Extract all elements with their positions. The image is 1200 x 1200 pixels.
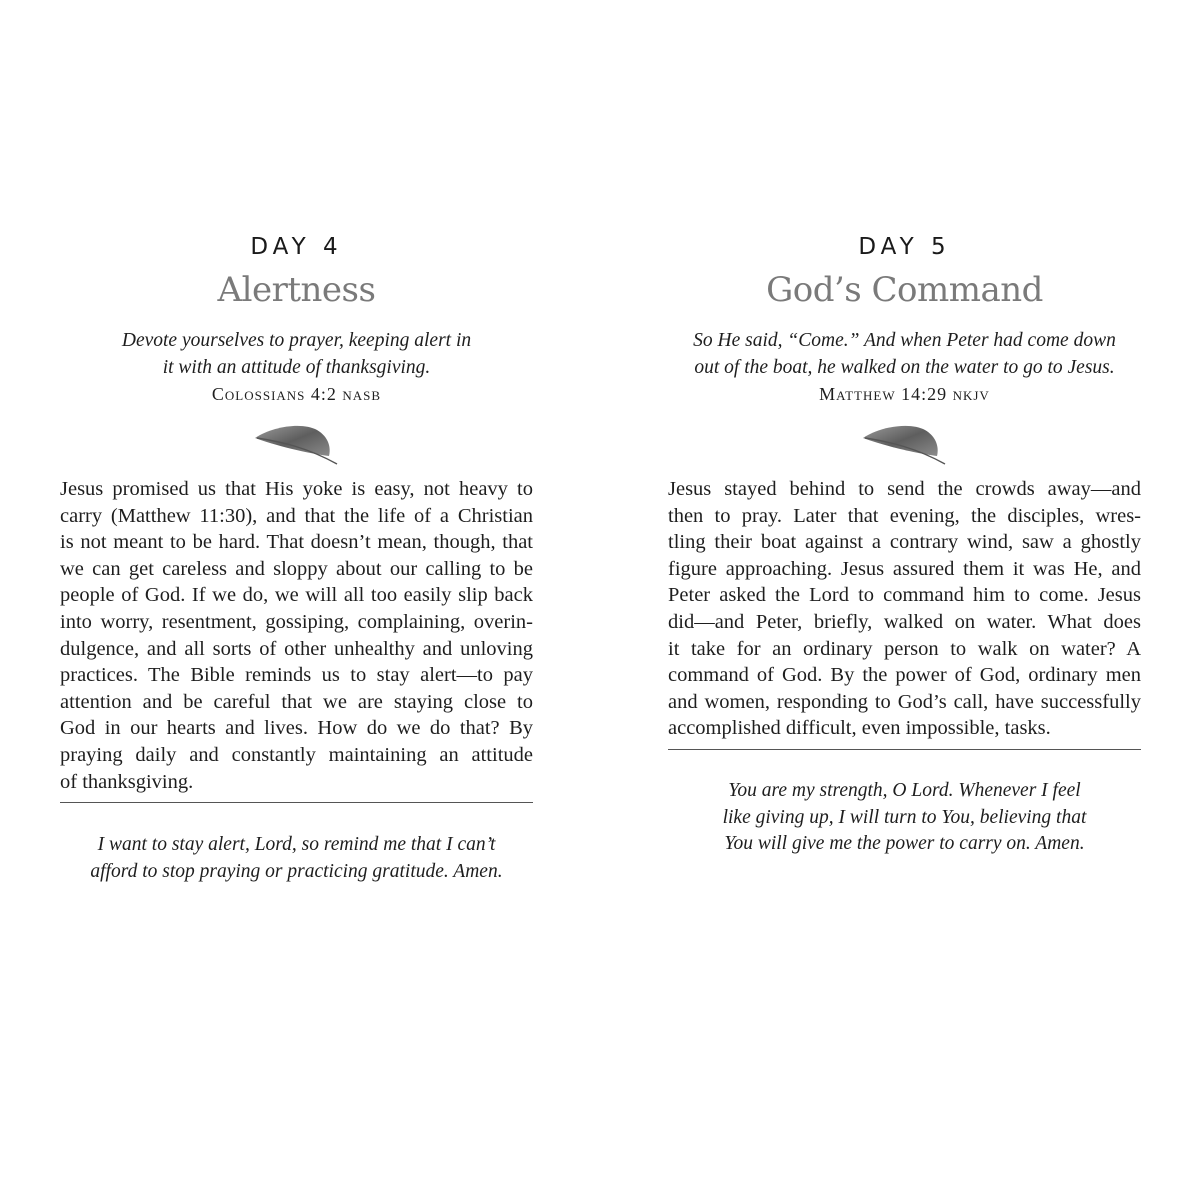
body-line: into worry, resentment, gossiping, complaining, overin- — [60, 610, 533, 633]
devotion-body — [60, 476, 533, 795]
closing-prayer — [668, 778, 1141, 858]
prayer-line: like giving up, I will turn to You, believing that — [722, 806, 1087, 828]
body-line: then to pray. Later that evening, the disciples, wres- — [668, 504, 1141, 527]
body-line: tling their boat against a contrary wind, saw a ghostly — [668, 531, 1141, 554]
verse-line: it with an attitude of thanksgiving. — [162, 356, 431, 378]
day-label: DAY 5 — [858, 234, 951, 260]
body-line: figure approaching. Jesus assured them it was He, and — [668, 557, 1141, 580]
body-line: Peter asked the Lord to command him to come. Jesus — [668, 584, 1141, 607]
devotion-body — [668, 476, 1141, 742]
body-line: we can get careless and sloppy about our calling to be — [60, 557, 533, 580]
body-line: it take for an ordinary person to walk on water? A — [668, 637, 1141, 660]
body-line: command of God. By the power of God, ordinary men — [668, 664, 1141, 687]
body-line: practices. The Bible reminds us to stay alert—to pay — [60, 664, 533, 687]
devotion-title: Alertness — [217, 270, 376, 310]
scripture-verse — [60, 328, 533, 408]
body-line: Jesus promised us that His yoke is easy, not heavy to — [60, 478, 533, 500]
body-line: Jesus stayed behind to send the crowds away—and — [668, 478, 1141, 500]
scripture-reference: Colossians 4:2 nasb — [211, 384, 382, 404]
body-line: did—and Peter, briefly, walked on water. What does — [668, 610, 1141, 633]
body-line: God in our hearts and lives. How do we do that? By — [60, 717, 533, 740]
day-label: DAY 4 — [250, 234, 343, 260]
verse-line: So He said, “Come.” And when Peter had come down — [693, 330, 1116, 351]
body-line: of thanksgiving. — [60, 770, 194, 793]
verse-line: Devote yourselves to prayer, keeping alert in — [121, 330, 472, 351]
leaf-ornament-icon — [861, 420, 949, 466]
body-line: and women, responding to God’s call, have successfully — [668, 690, 1141, 713]
divider — [60, 802, 533, 803]
verse-line: out of the boat, he walked on the water to go to Jesus. — [694, 356, 1115, 378]
prayer-line: afford to stop praying or practicing gratitude. Amen. — [90, 860, 503, 882]
body-line: praying daily and constantly maintaining an attitude — [60, 743, 533, 766]
closing-prayer — [60, 832, 533, 885]
body-line: people of God. If we do, we will all too easily slip back — [60, 584, 533, 607]
divider — [668, 749, 1141, 750]
prayer-line: I want to stay alert, Lord, so remind me that I can’t — [97, 834, 496, 855]
body-line: is not meant to be hard. That doesn’t mean, though, that — [60, 531, 533, 554]
devotion-title: God’s Command — [766, 270, 1043, 310]
body-line: accomplished difficult, even impossible, tasks. — [668, 717, 1051, 740]
body-line: dulgence, and all sorts of other unhealthy and unloving — [60, 637, 533, 660]
prayer-line: You will give me the power to carry on. Amen. — [724, 833, 1085, 854]
prayer-line: You are my strength, O Lord. Whenever I feel — [728, 780, 1081, 801]
leaf-ornament-icon — [253, 420, 341, 466]
body-line: attention and be careful that we are staying close to — [60, 690, 533, 713]
scripture-reference: Matthew 14:29 nkjv — [819, 384, 990, 404]
body-line: carry (Matthew 11:30), and that the life of a Christian — [60, 504, 533, 527]
scripture-verse — [668, 328, 1141, 408]
